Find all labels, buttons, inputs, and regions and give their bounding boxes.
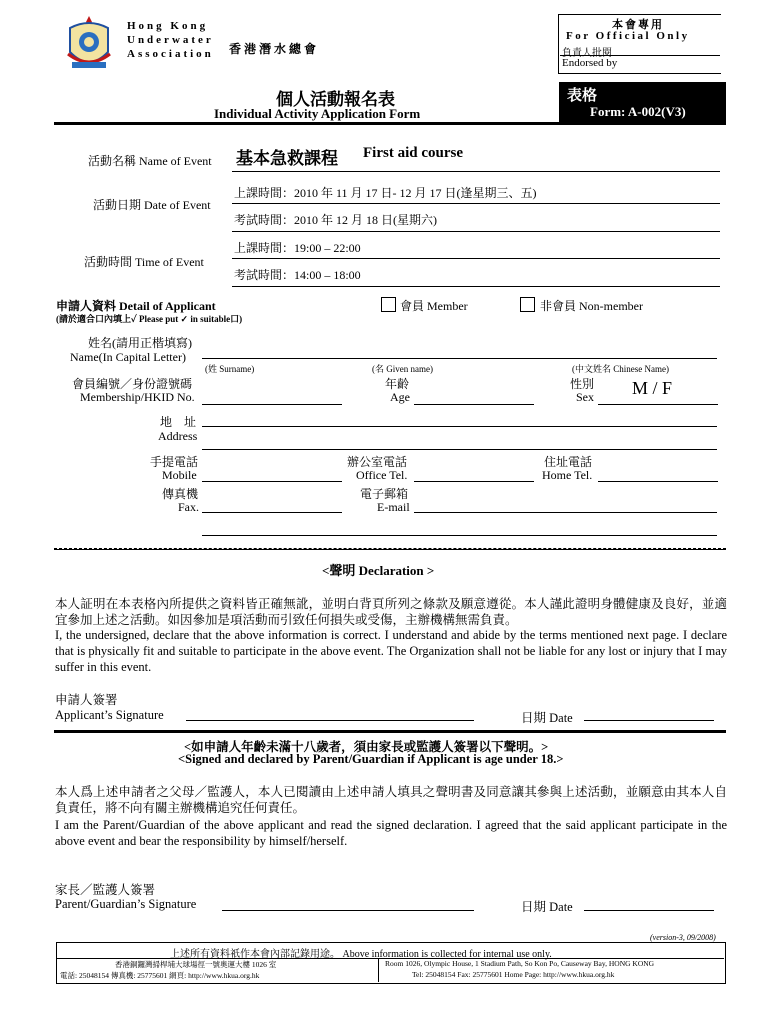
- guardian-heading-en: <Signed and declared by Parent/Guardian if Applicant is age under 18.>: [178, 752, 564, 766]
- home-label-zh: 住址電話: [544, 455, 593, 469]
- version-note: (version-3, 09/2008): [650, 933, 716, 942]
- hkua-logo-icon: [62, 14, 116, 76]
- event-name-en: First aid course: [363, 145, 463, 161]
- applicant-divider: [54, 548, 726, 550]
- office-label-zh: 辦公室電話: [347, 455, 408, 469]
- name-label-zh: 姓名(請用正楷填寫): [88, 336, 192, 350]
- org-name-line: Underwater: [127, 34, 214, 46]
- event-time-line1: 上課時間：19:00 – 22:00: [234, 241, 361, 255]
- guardian-date-label: 日期 Date: [521, 900, 573, 914]
- footer-address-zh: 香港銅鑼灣掃桿埔大球場徑一號奧運大樓 1026 室: [115, 960, 277, 969]
- event-date-line1: 上課時間：2010 年 11 月 17 日- 12 月 17 日(逢星期三、五): [234, 186, 537, 200]
- mobile-label-zh: 手提電話: [150, 455, 199, 469]
- name-label-en: Name(In Capital Letter): [70, 350, 186, 364]
- endorsed-zh: 負責人批閱: [562, 48, 612, 59]
- event-time-line2: 考試時間：14:00 – 18:00: [234, 268, 361, 282]
- endorsed-en: Endorsed by: [562, 57, 618, 69]
- office-label-en: Office Tel.: [356, 468, 408, 482]
- extra-field[interactable]: [202, 535, 717, 536]
- address-field[interactable]: [202, 426, 717, 427]
- declaration-heading: <聲明 Declaration >: [322, 563, 435, 578]
- address-label-zh: 地 址: [160, 415, 197, 429]
- event-name-label: 活動名稱 Name of Event: [88, 154, 212, 168]
- office-field[interactable]: [414, 481, 534, 482]
- declaration-text-zh: 本人証明在本表格內所提供之資料皆正確無訛，並明白背頁所列之條款及願意遵從。本人謹此證明身體健康及良好，並適宜參加上述之活動。如因參加是項活動而引致任何損失或受傷，主辦機構無需負責。: [55, 597, 727, 627]
- non-member-label: 非會員 Non-member: [540, 299, 643, 313]
- event-time-rule1: [232, 258, 720, 259]
- event-time-label: 活動時間 Time of Event: [84, 255, 204, 269]
- endorsed-line: [560, 55, 720, 56]
- applicant-signature-field[interactable]: [186, 720, 474, 721]
- name-field[interactable]: [202, 358, 717, 359]
- membership-label-zh: 會員編號／身份證號碼: [72, 377, 193, 391]
- guardian-heading-zh: <如申請人年齡未滿十八歲者，須由家長或監護人簽署以下聲明。>: [184, 740, 549, 754]
- applicant-sig-en: Applicant’s Signature: [55, 708, 164, 722]
- footer-vline: [378, 958, 379, 982]
- event-date-rule2: [232, 231, 720, 232]
- age-label-en: Age: [390, 390, 410, 404]
- footer-internal-note: 上述所有資料祇作本會內部記錄用途。 Above information is collected for internal use only.: [170, 949, 552, 960]
- event-date-line2: 考試時間：2010 年 12 月 18 日(星期六): [234, 213, 437, 227]
- surname-hint: (姓 Surname): [205, 364, 255, 374]
- applicant-note: (請於適合口內填上✓ Please put ✓ in suitable口): [56, 314, 243, 324]
- membership-field[interactable]: [202, 404, 342, 405]
- guardian-signature-field[interactable]: [222, 910, 474, 911]
- guardian-text-en: I am the Parent/Guardian of the above applicant and read the signed declaration. I agreed that the said applicant participate in the above event and bear the responsibility by himself/herself.: [55, 818, 727, 848]
- official-title-zh: 本會專用: [612, 19, 664, 31]
- applicant-date-field[interactable]: [584, 720, 714, 721]
- event-name-line: [232, 171, 720, 172]
- email-label-en: E-mail: [377, 500, 410, 514]
- sex-field[interactable]: [598, 404, 718, 405]
- guardian-sig-en: Parent/Guardian’s Signature: [55, 897, 197, 911]
- event-date-label: 活動日期 Date of Event: [93, 198, 211, 212]
- org-name-line: Hong Kong: [127, 20, 209, 32]
- form-code-en: Form: A-002(V3): [590, 104, 686, 119]
- sex-label-en: Sex: [576, 390, 594, 404]
- home-label-en: Home Tel.: [542, 468, 593, 482]
- applicant-date-label: 日期 Date: [521, 711, 573, 725]
- declaration-divider: [54, 730, 726, 733]
- mobile-label-en: Mobile: [162, 468, 197, 482]
- event-date-rule1: [232, 203, 720, 204]
- email-field[interactable]: [414, 512, 717, 513]
- address-field-2[interactable]: [202, 449, 717, 450]
- event-time-rule2: [232, 286, 720, 287]
- membership-label-en: Membership/HKID No.: [80, 390, 195, 404]
- guardian-date-field[interactable]: [584, 910, 714, 911]
- sex-label-zh: 性別: [570, 377, 595, 391]
- org-name-zh: 香 港 潛 水 總 會: [229, 42, 317, 56]
- event-name-zh: 基本急救課程: [236, 149, 338, 168]
- guardian-sig-zh: 家長／監護人簽署: [55, 883, 156, 897]
- mobile-field[interactable]: [202, 481, 342, 482]
- org-name-line: Association: [127, 48, 214, 60]
- form-title-zh: 個人活動報名表: [276, 90, 395, 109]
- applicant-title: 申請人資料 Detail of Applicant: [56, 299, 216, 313]
- applicant-sig-zh: 申請人簽署: [55, 693, 118, 707]
- footer-address-en: Room 1026, Olympic House, 1 Stadium Path, So Kon Po, Causeway Bay, HONG KONG: [385, 959, 655, 968]
- age-label-zh: 年齡: [385, 377, 410, 391]
- home-field[interactable]: [598, 481, 718, 482]
- member-checkbox[interactable]: [381, 297, 396, 312]
- official-title-en: For Official Only: [566, 30, 690, 42]
- member-label: 會員 Member: [400, 299, 468, 313]
- form-code-zh: 表格: [567, 88, 598, 104]
- title-divider: [54, 122, 726, 125]
- sex-value[interactable]: M / F: [632, 378, 673, 398]
- chinese-name-hint: (中文姓名 Chinese Name): [572, 364, 669, 374]
- form-title-en: Individual Activity Application Form: [214, 106, 421, 121]
- age-field[interactable]: [414, 404, 534, 405]
- footer-contact-zh: 電話: 25048154 傳真機: 25775601 網頁: http://www.hkua.org.hk: [60, 971, 260, 980]
- email-label-zh: 電子郵箱: [360, 487, 409, 501]
- address-label-en: Address: [158, 429, 198, 443]
- fax-label-en: Fax.: [178, 500, 199, 514]
- given-name-hint: (名 Given name): [372, 364, 433, 374]
- guardian-text-zh: 本人爲上述申請者之父母／監護人，本人已閱讀由上述申請人填具之聲明書及同意讓其參與上述活動，並願意由其本人自負責任，將不向有關主辦機構追究任何責任。: [55, 785, 727, 815]
- fax-label-zh: 傳真機: [162, 487, 199, 501]
- fax-field[interactable]: [202, 512, 342, 513]
- footer-contact-en: Tel: 25048154 Fax: 25775601 Home Page: http://www.hkua.org.hk: [412, 970, 615, 979]
- declaration-text-en: I, the undersigned, declare that the above information is correct. I understand and abide by the terms mentioned next page. I declare that is physically fit and suitable to participate in the above event. The Organization shall not be liable for any lost or injury that I may suffer in this event.: [55, 628, 727, 674]
- non-member-checkbox[interactable]: [520, 297, 535, 312]
